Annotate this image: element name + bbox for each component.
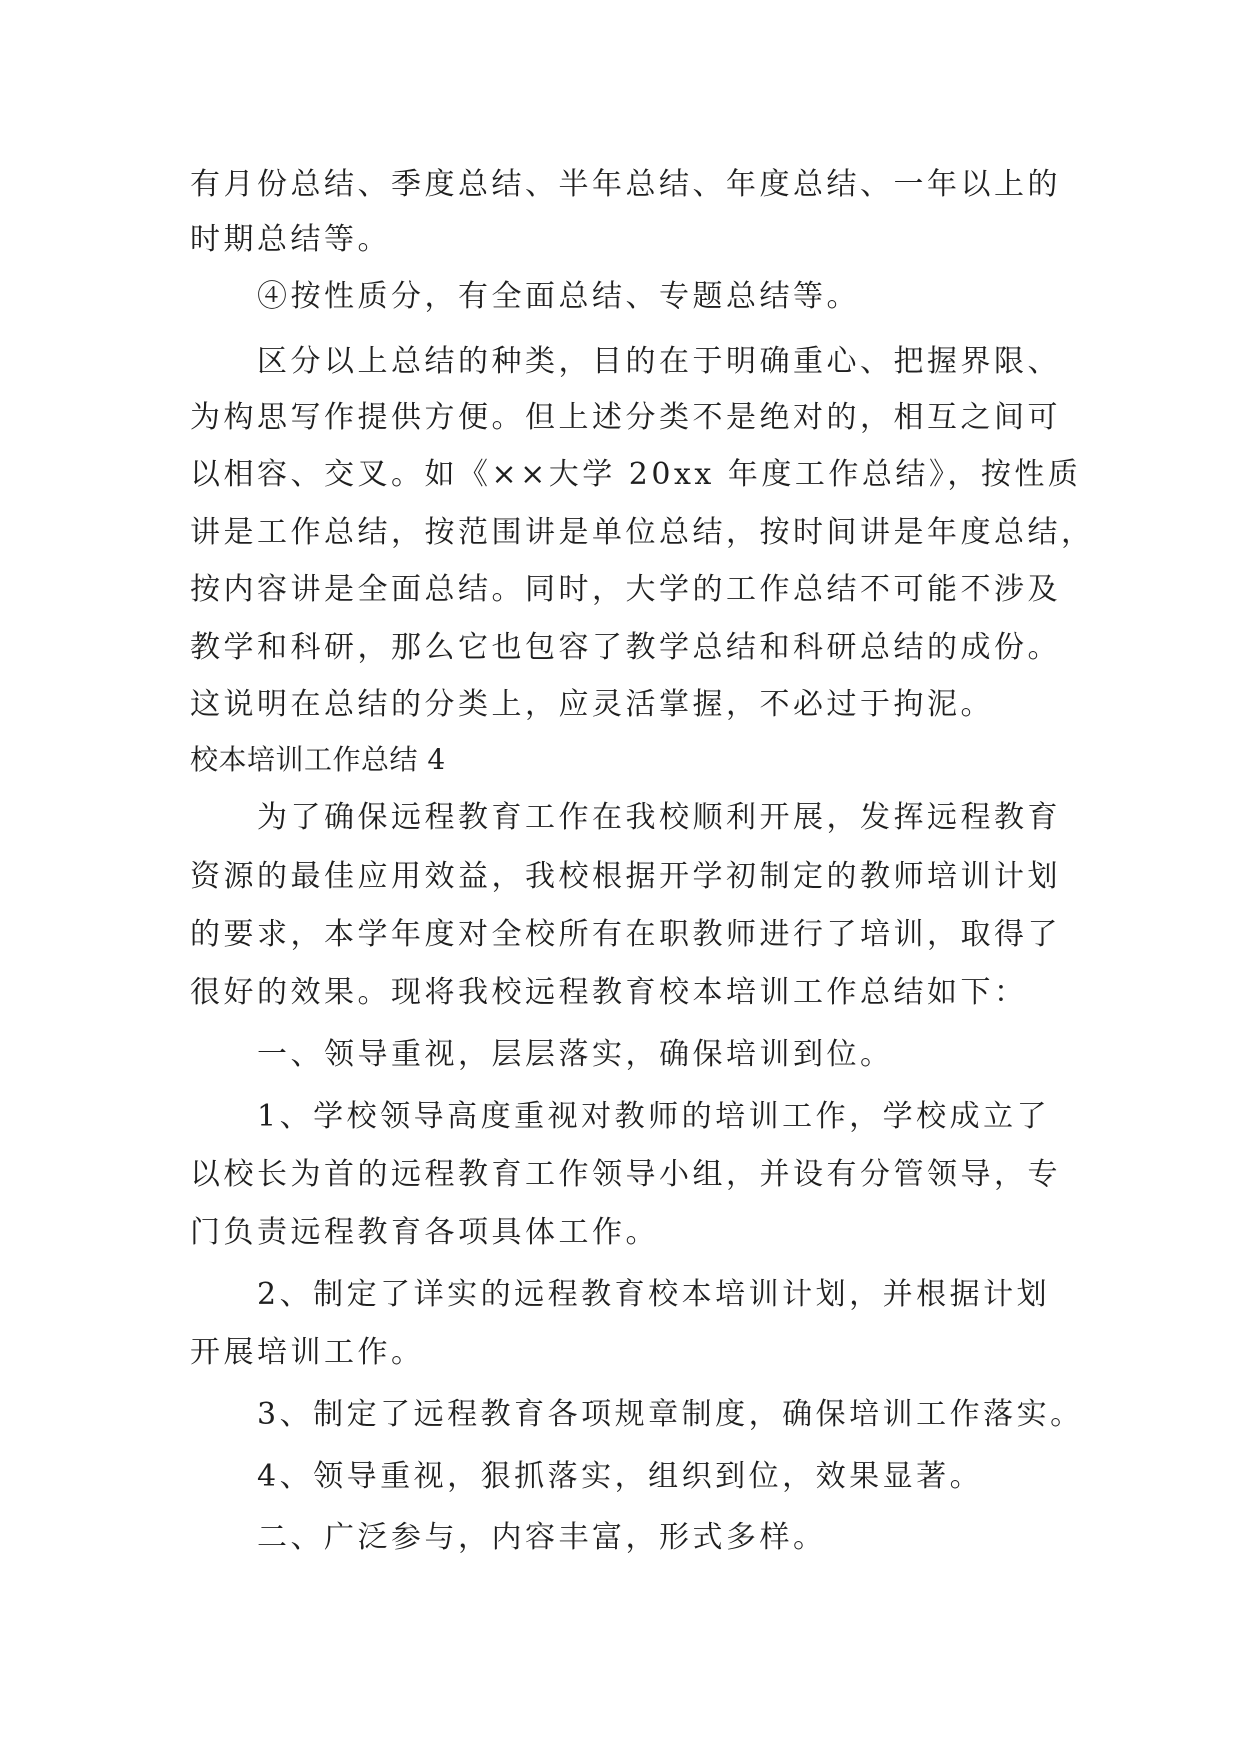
paragraph-line: 为了确保远程教育工作在我校顺利开展，发挥远程教育 bbox=[257, 800, 1061, 835]
paragraph-line: 3、制定了远程教育各项规章制度，确保培训工作落实。 bbox=[257, 1397, 1084, 1432]
paragraph-line: 这说明在总结的分类上，应灵活掌握，不必过于拘泥。 bbox=[190, 687, 994, 722]
paragraph-line: 资源的最佳应用效益，我校根据开学初制定的教师培训计划 bbox=[190, 859, 1061, 894]
paragraph-line: ④按性质分，有全面总结、专题总结等。 bbox=[257, 279, 860, 314]
paragraph-line: 4、领导重视，狠抓落实，组织到位，效果显著。 bbox=[257, 1459, 984, 1494]
paragraph-line: 时期总结等。 bbox=[190, 222, 391, 257]
paragraph-line: 开展培训工作。 bbox=[190, 1335, 425, 1370]
paragraph-line: 教学和科研，那么它也包容了教学总结和科研总结的成份。 bbox=[190, 630, 1061, 665]
paragraph-line: 为构思写作提供方便。但上述分类不是绝对的，相互之间可 bbox=[190, 400, 1061, 435]
paragraph-line: 1、学校领导高度重视对教师的培训工作，学校成立了 bbox=[257, 1099, 1051, 1134]
paragraph-line: 讲是工作总结，按范围讲是单位总结，按时间讲是年度总结， bbox=[190, 515, 1095, 550]
paragraph-line: 有月份总结、季度总结、半年总结、年度总结、一年以上的 bbox=[190, 167, 1061, 202]
paragraph-line: 很好的效果。现将我校远程教育校本培训工作总结如下： bbox=[190, 975, 1028, 1010]
paragraph-line: 区分以上总结的种类，目的在于明确重心、把握界限、 bbox=[257, 344, 1061, 379]
paragraph-line: 门负责远程教育各项具体工作。 bbox=[190, 1215, 659, 1250]
paragraph-line: 一、领导重视，层层落实，确保培训到位。 bbox=[257, 1037, 894, 1072]
paragraph-line: 2、制定了详实的远程教育校本培训计划，并根据计划 bbox=[257, 1277, 1051, 1312]
section-heading: 校本培训工作总结 4 bbox=[190, 743, 446, 776]
paragraph-line: 以校长为首的远程教育工作领导小组，并设有分管领导，专 bbox=[190, 1157, 1061, 1192]
paragraph-line: 二、广泛参与，内容丰富，形式多样。 bbox=[257, 1520, 827, 1555]
paragraph-line: 以相容、交叉。如《××大学 20xx 年度工作总结》，按性质 bbox=[190, 457, 1082, 492]
paragraph-line: 按内容讲是全面总结。同时，大学的工作总结不可能不涉及 bbox=[190, 572, 1061, 607]
paragraph-line: 的要求，本学年度对全校所有在职教师进行了培训，取得了 bbox=[190, 917, 1061, 952]
